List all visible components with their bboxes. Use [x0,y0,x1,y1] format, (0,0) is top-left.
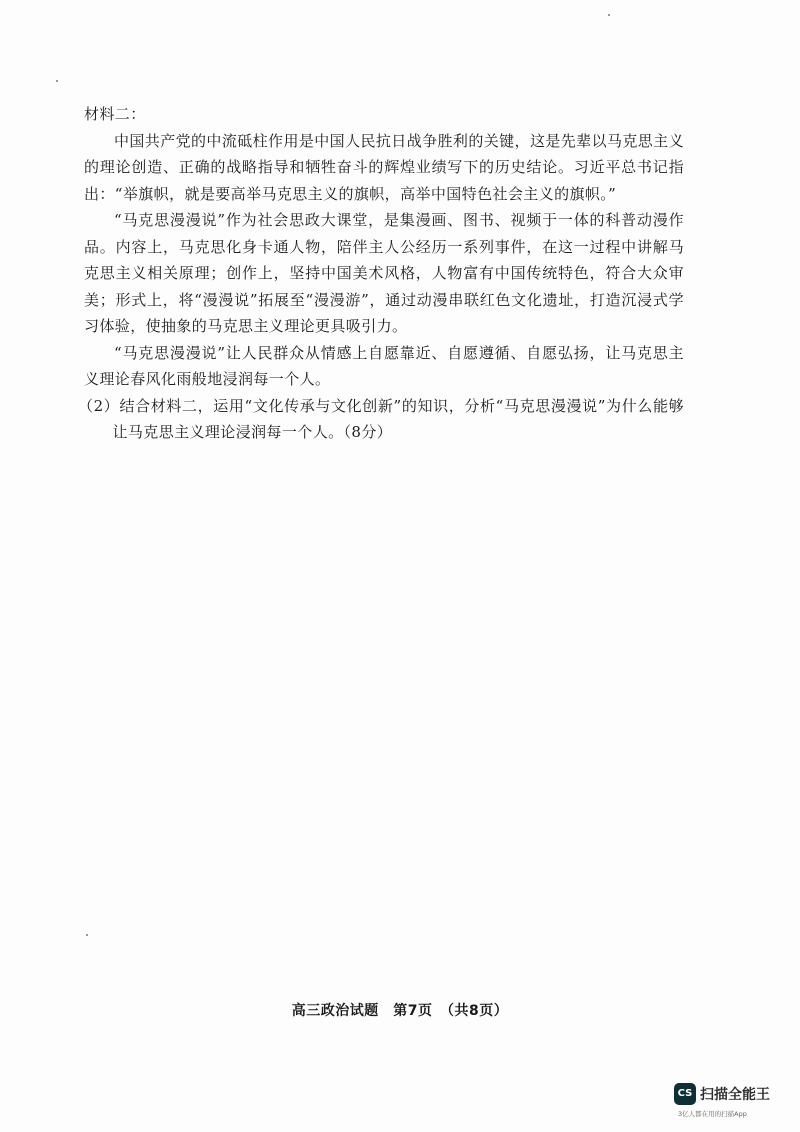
material-paragraph: 中国共产党的中流砥柱作用是中国人民抗日战争胜利的关键，这是先辈以马克思主义的理论创造、正确的战略指导和牺牲奋斗的辉煌业绩写下的历史结论。习近平总书记指出：“举旗帜，就是要高举马克思主义的旗帜，高举中国特色社会主义的旗帜。” [84,131,684,203]
scanner-watermark [674,1083,786,1123]
watermark-subtitle: 3亿人都在用的扫描App [678,1110,747,1118]
page-footer: 高三政治试题 第7页 （共8页） [291,1003,509,1019]
question-prompt: （2）结合材料二，运用“文化传承与文化创新”的知识，分析“马克思漫漫说”为什么能够让马克思主义理论浸润每一个人。（8分） [78,396,684,441]
camscanner-logo-icon: CS [674,1083,696,1105]
scan-speck [56,80,58,82]
question-content [78,101,684,446]
scan-speck [608,14,610,16]
watermark-app-name: 扫描全能王 [700,1087,770,1103]
material-heading: 材料二： [84,105,146,123]
material-paragraph: “马克思漫漫说”让人民群众从情感上自愿靠近、自愿遵循、自愿弘扬，让马克思主义理论春风化雨般地浸润每一个人。 [84,343,684,388]
material-paragraph: “马克思漫漫说”作为社会思政大课堂，是集漫画、图书、视频于一体的科普动漫作品。内容上，马克思化身卡通人物，陪伴主人公经历一系列事件，在这一过程中讲解马克思主义相关原理；创作上，坚持中国美术风格，人物富有中国传统特色，符合大众审美；形式上，将“漫漫说”拓展至“漫漫游”，通过动漫串联红色文化遗址，打造沉浸式学习体验，使抽象的马克思主义理论更具吸引力。 [84,211,684,335]
scan-speck [86,934,88,936]
